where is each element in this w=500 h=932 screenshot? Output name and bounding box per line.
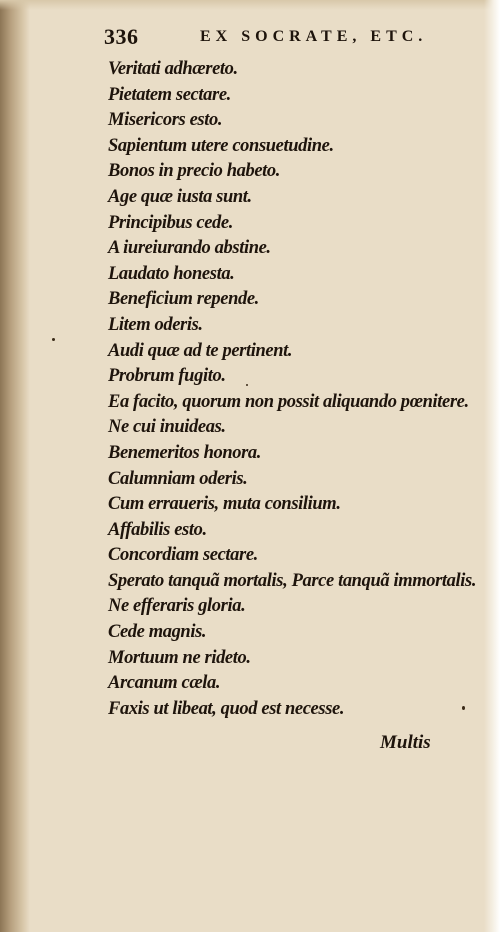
maxim-line: Ne cui inuideas. xyxy=(108,416,226,438)
running-head: EX SOCRATE, ETC. xyxy=(200,28,428,45)
gutter-shadow xyxy=(0,0,30,932)
maxim-line: Concordiam sectare. xyxy=(108,544,258,566)
maxim-line: Sperato tanquã mortalis, Parce tanquã immortalis. xyxy=(108,569,477,591)
maxim-line: Age quæ iusta sunt. xyxy=(108,185,252,207)
maxim-line: Benemeritos honora. xyxy=(108,441,262,463)
maxim-line: Litem oderis. xyxy=(108,313,203,335)
maxim-line: Ea facito, quorum non possit aliquando pœnitere. xyxy=(108,390,469,412)
page-number: 336 xyxy=(104,24,139,49)
page-header xyxy=(104,22,444,52)
maxim-line: Laudato honesta. xyxy=(108,262,235,284)
maxim-line: Audi quæ ad te pertinent. xyxy=(108,339,293,361)
maxim-line: Cum erraueris, muta consilium. xyxy=(108,493,341,515)
maxim-line: Veritati adhæreto. xyxy=(108,58,238,79)
maxims-list xyxy=(108,56,488,721)
maxim-line: Cede magnis. xyxy=(108,621,207,643)
maxim-line: Bonos in precio habeto. xyxy=(108,160,281,182)
maxim-line: Calumniam oderis. xyxy=(108,467,248,489)
maxim-line: Probrum fugito. xyxy=(108,365,226,387)
top-edge xyxy=(0,0,500,10)
maxim-line: Principibus cede. xyxy=(108,211,233,233)
catchword: Multis xyxy=(380,732,431,753)
ink-speck xyxy=(246,384,248,386)
maxim-line: Arcanum cæla. xyxy=(108,672,221,694)
maxim-line: Ne efferaris gloria. xyxy=(108,595,246,617)
ink-speck xyxy=(462,706,465,710)
maxim-line: Pietatem sectare. xyxy=(108,83,231,105)
maxim-line: Beneficium repende. xyxy=(108,288,259,310)
maxim-line: Sapientum utere consuetudine. xyxy=(108,134,334,156)
maxim-line: A iureiurando abstine. xyxy=(108,237,271,259)
maxim-line: Faxis ut libeat, quod est necesse. xyxy=(108,697,345,719)
ink-speck xyxy=(52,338,55,341)
maxim-line: Mortuum ne rideto. xyxy=(108,646,251,668)
maxim-line: Affabilis esto. xyxy=(108,518,207,540)
maxim-line: Misericors esto. xyxy=(108,109,223,131)
